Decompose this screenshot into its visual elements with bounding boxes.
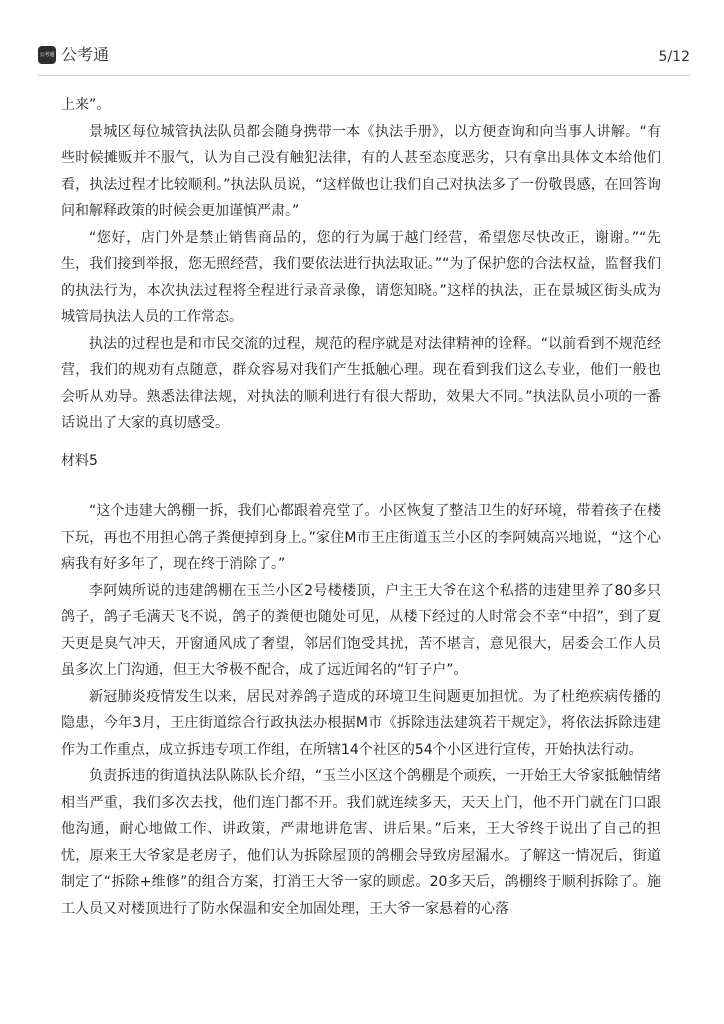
header-divider [38,75,690,76]
paragraph: 景城区每位城管执法队员都会随身携带一本《执法手册》，以方便查询和向当事人讲解。“有些时候摊贩并不服气，认为自己没有触犯法律，有的人甚至态度恶劣，只有拿出具体文本给他们看，执法过程才比较顺利。”执法队员说，“这样做也让我们自己对执法多了一份敬畏感，在回答询问和解释政策的时候会更加谨慎严肃。” [61,123,661,219]
page-number: 5/12 [658,49,690,65]
spacer [61,474,661,498]
paragraph: 执法的过程也是和市民交流的过程，规范的程序就是对法律精神的诠释。“以前看到不规范经营，我们的规劝有点随意，群众容易对我们产生抵触心理。现在看到我们这么专业，他们一般也会听从劝导。熟悉法律法规，对执法的顺利进行有很大帮助，效果大不同。”执法队员小项的一番话说出了大家的真切感受。 [61,335,661,431]
logo-badge-icon: 公考通 [38,46,56,64]
logo [38,46,109,64]
material-heading: 材料5 [61,452,98,469]
paragraph: 李阿姨所说的违建鸽棚在玉兰小区2号楼楼顶，户主王大爷在这个私搭的违建里养了80多只鸽子，鸽子毛满天飞不说，鸽子的粪便也随处可见，从楼下经过的人时常会不幸“中招”，到了夏天更是臭气冲天，开窗通风成了奢望，邻居们饱受其扰，苦不堪言，意见很大，居委会工作人员虽多次上门沟通，但王大爷极不配合，成了远近闻名的“钉子户”。 [61,582,661,678]
paragraph: “这个违建大鸽棚一拆，我们心都跟着亮堂了。小区恢复了整洁卫生的好环境，带着孩子在楼下玩，再也不用担心鸽子粪便掉到身上。”家住M市王庄街道玉兰小区的李阿姨高兴地说，“这个心病我有好多年了，现在终于消除了。” [61,503,661,572]
paragraph-continuation: 上来”。 [61,97,111,113]
paragraph: 负责拆违的街道执法队陈队长介绍，“玉兰小区这个鸽棚是个顽疾，一开始王大爷家抵触情绪相当严重，我们多次去找，他们连门都不开。我们就连续多天，天天上门，他不开门就在门口跟他沟通，耐心地做工作、讲政策，严肃地讲危害、讲后果。”后来，王大爷终于说出了自己的担忧，原来王大爷家是老房子，他们认为拆除屋顶的鸽棚会导致房屋漏水。了解这一情况后，街道制定了“拆除+维修”的组合方案，打消王大爷一家的顾虑。20多天后，鸽棚终于顺利拆除了。施工人员又对楼顶进行了防水保温和安全加固处理，王大爷一家悬着的心落 [61,768,661,917]
document-body [61,92,661,922]
paragraph: 新冠肺炎疫情发生以来，居民对养鸽子造成的环境卫生问题更加担忧。为了杜绝疾病传播的隐患，今年3月，王庄街道综合行政执法办根据M市《拆除违法建筑若干规定》，将依法拆除违建作为工作重点，成立拆违专项工作组，在所辖14个社区的54个小区进行宣传，开始执法行动。 [61,688,661,758]
page-header [38,46,690,76]
spacer [61,437,661,448]
paragraph: “您好，店门外是禁止销售商品的，您的行为属于越门经营，希望您尽快改正，谢谢。”“先生，我们接到举报，您无照经营，我们要依法进行执法取证。”“为了保护您的合法权益，监督我们的执法行为，本次执法过程将全程进行录音录像，请您知晓。”这样的执法，正在景城区街头成为城管局执法人员的工作常态。 [61,229,661,325]
logo-text: 公考通 [61,45,110,64]
